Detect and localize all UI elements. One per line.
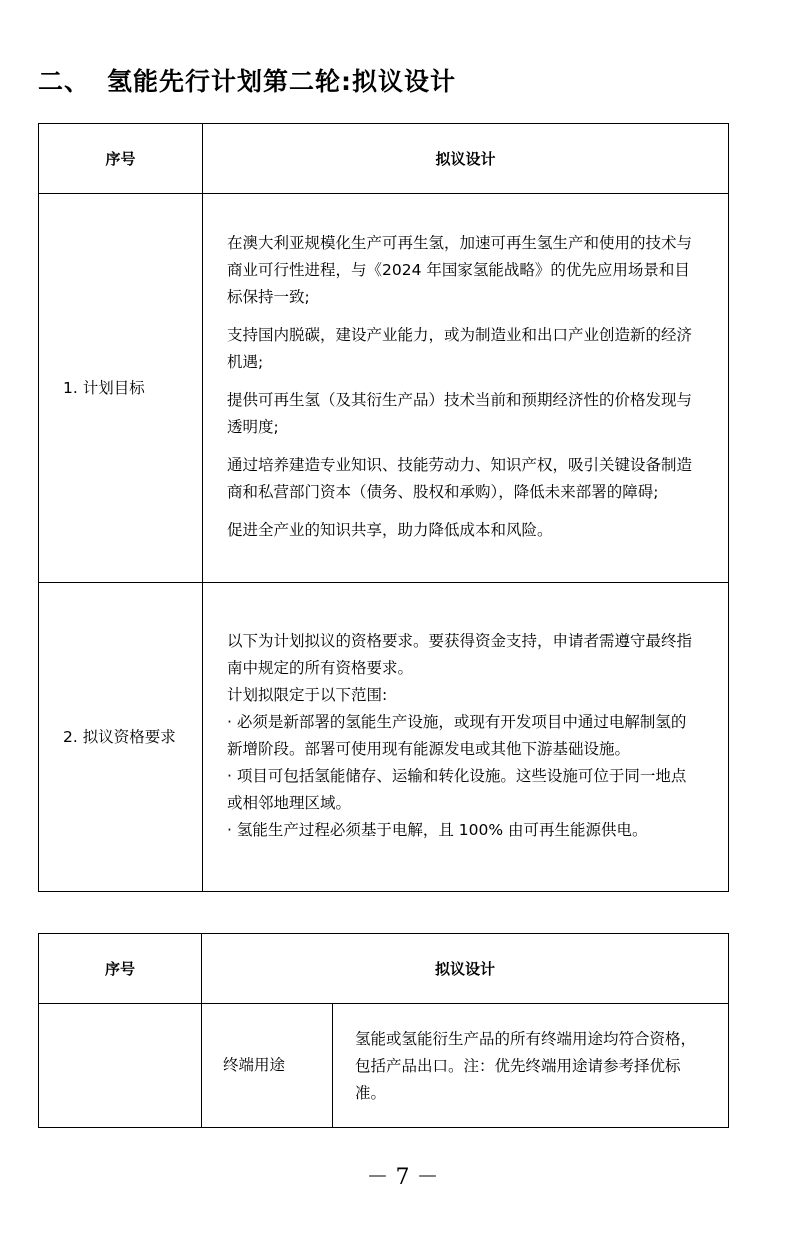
table-header-row [39,934,729,1004]
eligibility-bullet: · 项目可包括氢能储存、运输和转化设施。这些设施可位于同一地点或相邻地理区域。 [227,767,687,812]
table-row [39,194,729,583]
design-table-2 [38,933,729,1128]
objective-paragraph: 提供可再生氢（及其衍生产品）技术当前和预期经济性的价格发现与透明度; [227,391,693,436]
header-design: 拟议设计 [202,934,729,1004]
eligibility-line: 计划拟限定于以下范围: [227,686,388,704]
table-row [39,583,729,892]
objective-paragraph: 支持国内脱碳，建设产业能力，或为制造业和出口产业创造新的经济机遇; [227,326,693,371]
table-row [39,1004,729,1128]
end-use-content: 氢能或氢能衍生产品的所有终端用途均符合资格，包括产品出口。注：优先终端用途请参考择优标准。 [333,1004,729,1128]
design-table-1 [38,123,729,892]
eligibility-bullet: · 必须是新部署的氢能生产设施，或现有开发项目中通过电解制氢的新增阶段。部署可使用现有能源发电或其他下游基础设施。 [227,713,687,758]
header-design: 拟议设计 [203,124,729,194]
eligibility-line: 以下为计划拟议的资格要求。要获得资金支持，申请者需遵守最终指南中规定的所有资格要求。 [227,632,693,677]
objective-paragraph: 在澳大利亚规模化生产可再生氢，加速可再生氢生产和使用的技术与商业可行性进程，与《2024 年国家氢能战略》的优先应用场景和目标保持一致; [227,234,693,306]
section-heading [38,62,456,98]
objective-paragraph: 促进全产业的知识共享，助力降低成本和风险。 [227,521,553,539]
section-title: 氢能先行计划第二轮:拟议设计 [107,67,456,96]
objectives-content [203,194,729,583]
row-label-eligibility: 2. 拟议资格要求 [39,583,203,892]
header-serial: 序号 [39,124,203,194]
eligibility-bullet: · 氢能生产过程必须基于电解，且 100% 由可再生能源供电。 [227,821,648,839]
header-serial: 序号 [39,934,202,1004]
sub-label-end-use: 终端用途 [202,1004,333,1128]
row-label-objectives: 1. 计划目标 [39,194,203,583]
row-label-empty [39,1004,202,1128]
objective-paragraph: 通过培养建造专业知识、技能劳动力、知识产权，吸引关键设备制造商和私营部门资本（债务、股权和承购），降低未来部署的障碍; [227,456,693,501]
page-number: － 7 － [366,1165,439,1190]
table-header-row [39,124,729,194]
section-number: 二、 [38,67,91,96]
eligibility-content [203,583,729,892]
